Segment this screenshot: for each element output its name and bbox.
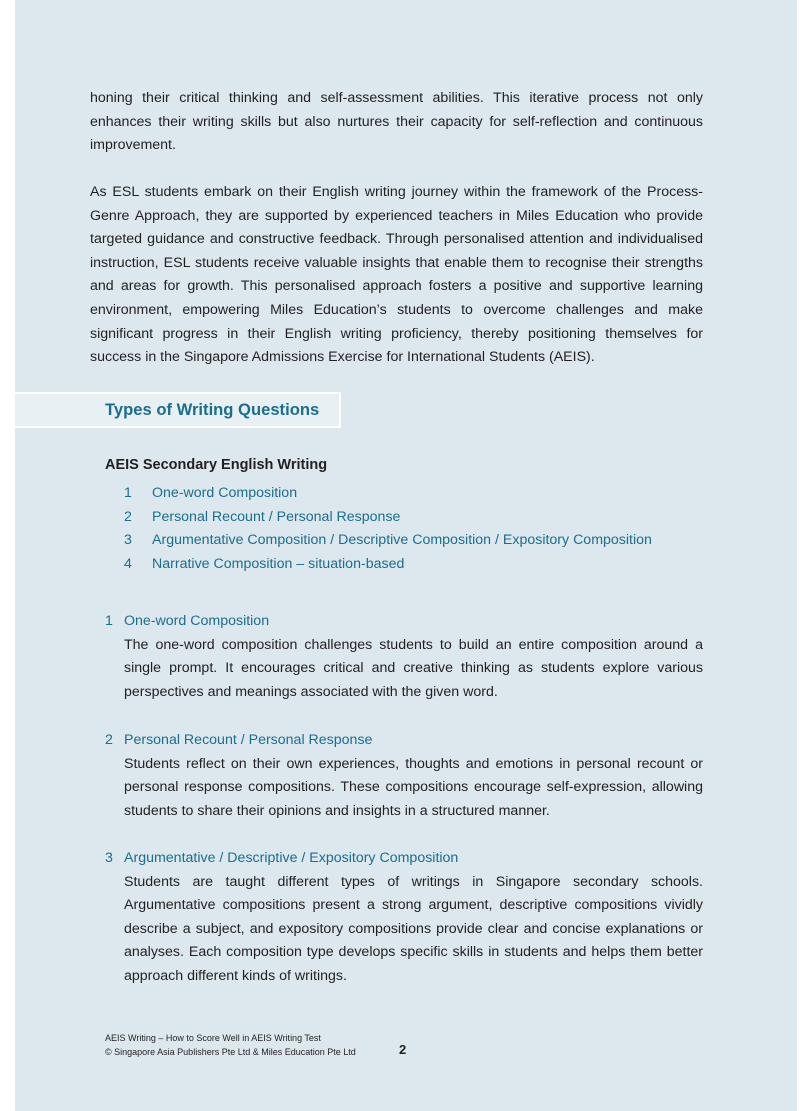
list-item-number: 4 [124,556,132,573]
writing-type-description: Students are taught different types of writings in Singapore secondary schools. Argumentative compositions present a strong argument, descriptive compositions vividly describe a subject, and expository compositions provide clear and concise explanations or analyses. Each composition type develops specific skills in students and helps them better approach different kinds of writings. [124,873,703,984]
page-number: 2 [399,1042,407,1057]
footer-title: AEIS Writing – How to Score Well in AEIS Writing Test [105,1033,321,1043]
writing-type-heading [105,729,703,753]
list-item-label: One-word Composition [152,485,298,501]
section-title-box [15,392,341,428]
writing-type-heading [105,847,703,871]
writing-type-section-2 [105,729,703,823]
writing-type-number: 1 [105,613,113,629]
list-item [124,485,652,509]
list-item-label: Personal Recount / Personal Response [152,508,401,525]
page-footer [105,1032,356,1059]
list-item-number: 2 [124,508,132,525]
list-item [124,532,652,556]
writing-type-description: The one-word composition challenges students to build an entire composition around a single prompt. It encourages critical and creative thinking as students explore various perspectives and meanings associated with the given word. [124,636,703,700]
list-item [124,556,652,580]
list-item-number: 3 [124,532,132,549]
list-item-label: Argumentative Composition / Descriptive Composition / Expository Composition [152,532,652,549]
footer-copyright: © Singapore Asia Publishers Pte Ltd & Miles Education Pte Ltd [105,1046,356,1057]
writing-type-section-3 [105,847,703,989]
body-paragraph-1: honing their critical thinking and self-assessment abilities. This iterative process not only enhances their writing skills but also nurtures their capacity for self-reflection and continuous improvement. [90,90,703,154]
writing-type-number: 2 [105,732,113,748]
list-item-number: 1 [124,485,132,501]
writing-type-number: 3 [105,850,113,866]
list-item-label: Narrative Composition – situation-based [152,556,405,573]
list-item [124,509,652,533]
writing-type-title: Argumentative / Descriptive / Expository Composition [124,850,459,866]
writing-type-title: One-word Composition [124,613,270,629]
section-title: Types of Writing Questions [105,400,320,419]
writing-type-section-1 [105,610,703,704]
writing-type-description: Students reflect on their own experiences, thoughts and emotions in personal recount or personal response compositions. These compositions encourage self-expression, allowing students to share their opinions and insights in a structured manner. [124,755,703,819]
writing-types-list [124,485,652,580]
subheading: AEIS Secondary English Writing [105,457,328,473]
body-paragraph-2: As ESL students embark on their English writing journey within the framework of the Process-Genre Approach, they are supported by experienced teachers in Miles Education who provide targeted guidance and constructive feedback. Through personalised attention and individualised instruction, ESL students receive valuable insights that enable them to recognise their strengths and areas for growth. This personalised approach fosters a positive and supportive learning environment, empowering Miles Education’s students to overcome challenges and make significant progress in their English writing proficiency, thereby positioning themselves for success in the Singapore Admissions Exercise for International Students (AEIS). [90,184,703,366]
writing-type-title: Personal Recount / Personal Response [124,732,373,748]
writing-type-heading [105,610,703,634]
